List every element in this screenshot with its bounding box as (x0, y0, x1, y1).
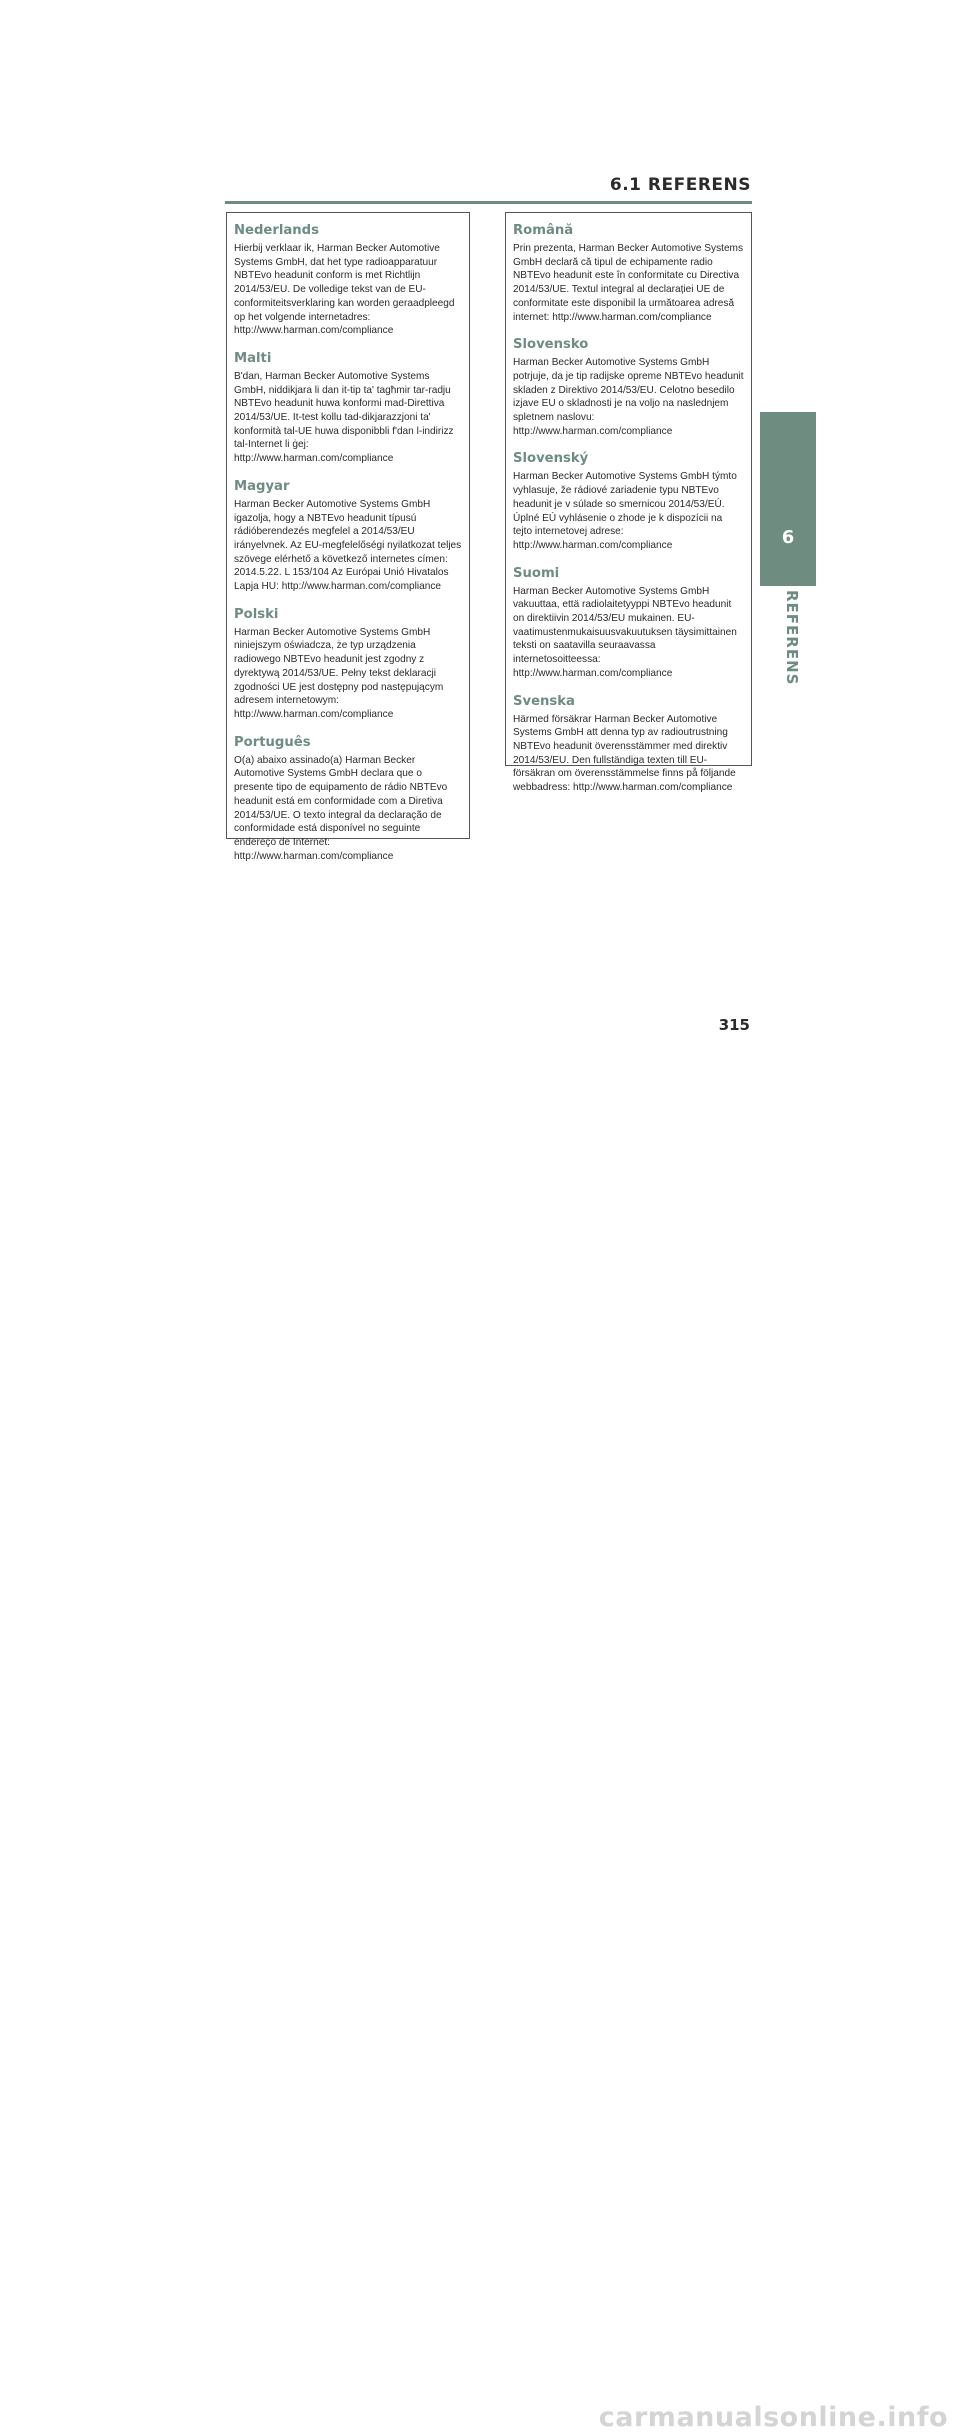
section-malti (234, 351, 462, 466)
section-portugues (234, 735, 462, 864)
section-text: Hierbij verklaar ik, Harman Becker Automotive Systems GmbH, dat het type radioapparatuur NBTEvo headunit conform is met Richtlijn 2014/53/EU. De volledige tekst van de EU-conformiteitsverklaring kan worden geraadpleegd op het volgende internetadres: http://www.harman.com/compliance (234, 243, 455, 337)
chapter-label: REFERENS (783, 590, 801, 686)
section-text: B'dan, Harman Becker Automotive Systems GmbH, niddikjara li dan it-tip ta' tagħmir tar-radju NBTEvo headunit huwa konformi mad-Direttiva 2014/53/UE. It-test kollu tad-dikjarazzjoni ta' konformità tal-UE huwa disponibbli f'dan l-indirizz tal-Internet li ġej: http://www.harman.com/compliance (234, 370, 454, 465)
section-suomi (513, 566, 744, 681)
section-text: Harman Becker Automotive Systems GmbH potrjuje, da je tip radijske opreme NBTEvo headunit skladen z Direktivo 2014/53/EU. Celotno besedilo izjave EU o skladnosti je na voljo na naslednjem spletnem naslovu: http://www.harman.com/compliance (513, 357, 744, 437)
section-text: Harman Becker Automotive Systems GmbH vakuuttaa, että radiolaitetyyppi NBTEvo headunit on direktiivin 2014/53/EU mukainen. EU-vaatimustenmukaisuusvakuutuksen täysimittainen teksti on saatavilla seuraavassa internetosoitteessa: http://www.harman.com/compliance (513, 585, 737, 679)
page-header (0, 0, 960, 210)
chapter-number: 6 (781, 527, 795, 548)
section-text: O(a) abaixo assinado(a) Harman Becker Automotive Systems GmbH declara que o presente tipo de equipamento de rádio NBTEvo headunit está em conformidade com a Diretiva 2014/53/UE. O texto integral da declaração de conformidade está disponível no seguinte endereço de Internet: http://www.harman.com/compliance (234, 754, 448, 862)
section-heading: Suomi (513, 565, 560, 581)
section-heading: Português (234, 734, 311, 750)
section-heading: Slovensko (513, 337, 589, 353)
watermark: carmanualsonline.info (598, 2402, 948, 2433)
left-column (226, 212, 470, 862)
section-text: Harman Becker Automotive Systems GmbH týmto vyhlasuje, že rádiové zariadenie typu NBTEvo headunit je v súlade so smernicou 2014/53/EÚ. Úplné EÚ vyhlásenie o zhode je k dispozícii na tejto internetovej adrese: http://www.harman.com/compliance (513, 471, 737, 551)
header-rule (225, 201, 752, 204)
section-slovensky (513, 451, 744, 552)
section-heading: Malti (234, 350, 272, 366)
section-text: Harman Becker Automotive Systems GmbH igazolja, hogy a NBTEvo headunit típusú rádióberendezés megfelel a 2014/53/EU irányelvnek. Az EU-megfelelőségi nyilatkozat teljes szövege elérhető a következő internetes címen: 2014.5.22. L 153/104 Az Európai Unió Hivatalos Lapja HU: http://www.harman.com/compliance (234, 498, 462, 593)
section-text: Harman Becker Automotive Systems GmbH niniejszym oświadcza, że typ urządzenia radiowego NBTEvo headunit jest zgodny z dyrektywą 2014/53/UE. Pełny tekst deklaracji zgodności UE jest dostępny pod następującym adresem internetowym: http://www.harman.com/compliance (234, 626, 444, 720)
section-magyar (234, 479, 462, 594)
section-heading: Magyar (234, 478, 290, 494)
section-text: Prin prezenta, Harman Becker Automotive Systems GmbH declară că tipul de echipamente radio NBTEvo headunit este în conformitate cu Directiva 2014/53/UE. Textul integral al declarației UE de conformitate este disponibil la următoarea adresă internet: http://www.harman.com/compliance (513, 243, 744, 323)
section-slovensko (513, 337, 744, 438)
page-number: 315 (718, 1016, 750, 1034)
section-heading: Svenska (513, 693, 575, 709)
section-polski (234, 607, 462, 722)
section-heading: Polski (234, 606, 279, 622)
section-heading: Nederlands (234, 223, 319, 238)
section-heading: Slovenský (513, 451, 589, 467)
footer (0, 1198, 960, 2433)
right-column (505, 212, 752, 794)
chapter-tab (760, 412, 816, 586)
section-romana (513, 223, 744, 324)
section-heading: Română (513, 223, 574, 238)
section-text: Härmed försäkrar Harman Becker Automotive Systems GmbH att denna typ av radioutrustning NBTEvo headunit överensstämmer med direktiv 2014/53/EU. Den fullständiga texten till EU-försäkran om överensstämmelse finns på följande webbadress: http://www.harman.com/compliance (513, 713, 736, 794)
section-svenska (513, 694, 744, 795)
section-title: 6.1 REFERENS (609, 175, 751, 195)
section-nederlands (234, 223, 462, 338)
